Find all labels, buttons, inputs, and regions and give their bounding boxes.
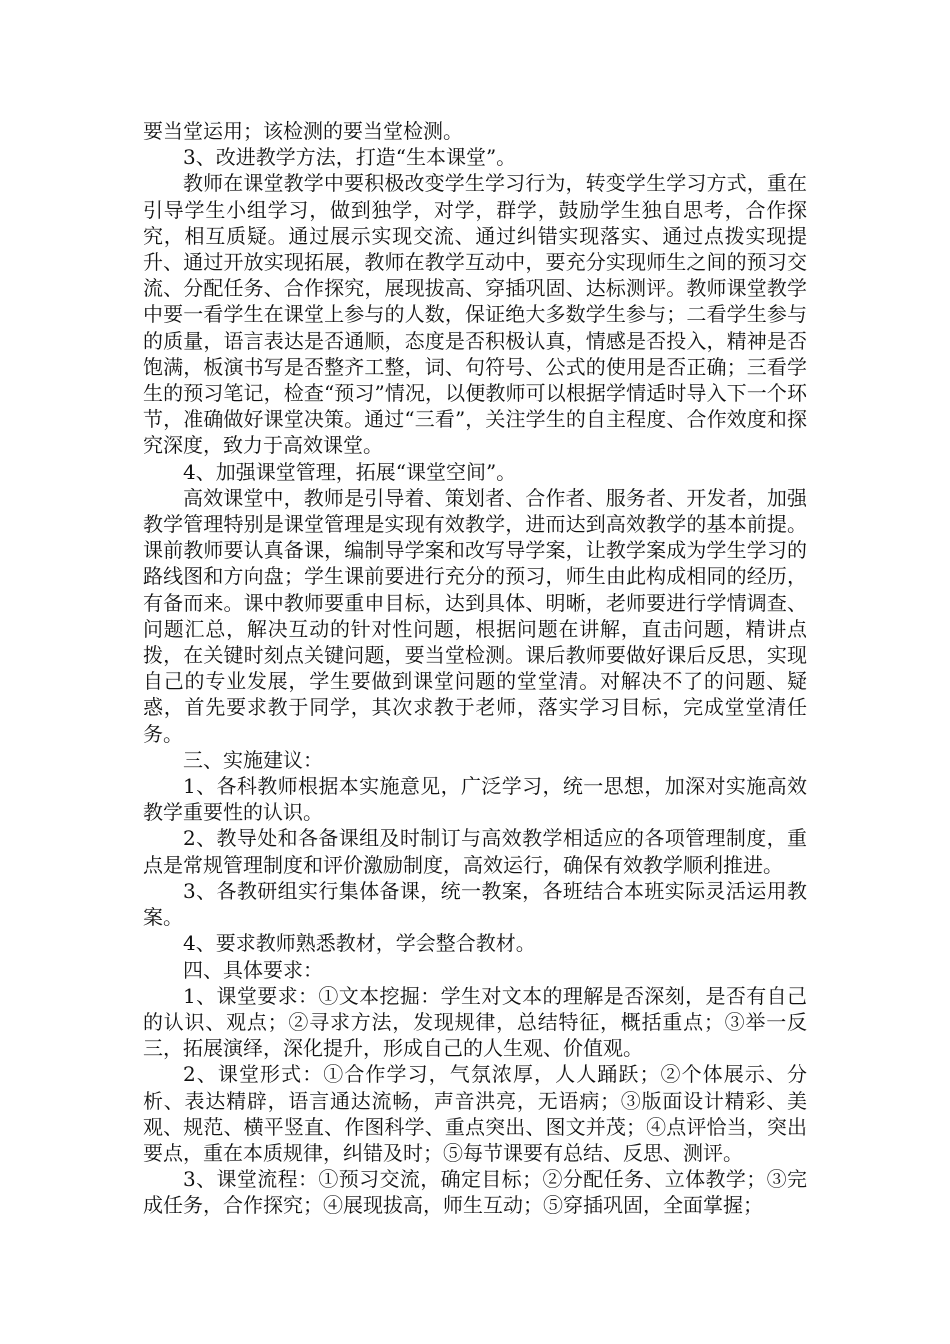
suggestion-item-3: 3、各教研组实行集体备课，统一教案，各班结合本班实际灵活运用教案。 xyxy=(143,878,807,930)
heading-improve-teaching-methods: 3、改进教学方法，打造“生本课堂”。 xyxy=(183,145,517,170)
paragraph-continuation: 要当堂运用；该检测的要当堂检测。 xyxy=(143,119,463,143)
suggestion-item-4: 4、要求教师熟悉教材，学会整合教材。 xyxy=(183,931,536,956)
paragraph-classroom-management: 高效课堂中，教师是引导着、策划者、合作者、服务者、开发者，加强教学管理特别是课堂管理是实现有效教学，进而达到高效教学的基本前提。课前教师要认真备课，编制导学案和改写导学案，让教学案成为学生学习的路线图和方向盘；学生课前要进行充分的预习，师生由此构成相同的经历，有备而来。课中教师要重申目标，达到具体、明晰，老师要进行学情调查、问题汇总，解决互动的针对性问题，根据问题在讲解，直击问题，精讲点拨，在关键时刻点关键问题，要当堂检测。课后教师要做好课后反思，实现自己的专业发展，学生要做到课堂问题的堂堂清。对解决不了的问题、疑惑，首先要求教于同学，其次求教于老师，落实学习目标，完成堂堂清任务。 xyxy=(143,485,807,746)
suggestion-item-1: 1、各科教师根据本实施意见，广泛学习，统一思想，加深对实施高效教学重要性的认识。 xyxy=(143,774,807,825)
heading-implementation-suggestions: 三、实施建议： xyxy=(183,747,323,772)
requirement-item-3: 3、课堂流程：①预习交流，确定目标；②分配任务、立体教学；③完成任务，合作探究；④展现拔高，师生互动；⑤穿插巩固，全面掌握； xyxy=(143,1167,807,1218)
heading-specific-requirements: 四、具体要求： xyxy=(183,957,323,982)
requirement-item-1: 1、课堂要求：①文本挖掘：学生对文本的理解是否深刻，是否有自己的认识、观点；②寻求方法，发现规律，总结特征，概括重点；③举一反三，拓展演绎，深化提升，形成自己的人生观、价值观。 xyxy=(143,983,807,1061)
suggestion-item-2: 2、教导处和各备课组及时制订与高效教学相适应的各项管理制度，重点是常规管理制度和评价激励制度，高效运行，确保有效教学顺利推进。 xyxy=(143,826,807,877)
paragraph-teaching-methods: 教师在课堂教学中要积极改变学生学习行为，转变学生学习方式，重在引导学生小组学习，做到独学，对学，群学，鼓励学生独自思考，合作探究，相互质疑。通过展示实现交流、通过纠错实现落实、通过点拨实现提升、通过开放实现拓展，教师在教学互动中，要充分实现师生之间的预习交流、分配任务、合作探究，展现拔高、穿插巩固、达标测评。教师课堂教学中要一看学生在课堂上参与的人数，保证绝大多数学生参与；二看学生参与的质量，语言表达是否通顺，态度是否积极认真，情感是否投入，精神是否饱满，板演书写是否整齐工整，词、句符号、公式的使用是否正确；三看学生的预习笔记，检查“预习”情况，以便教师可以根据学情适时导入下一个环节，准确做好课堂决策。通过“三看”，关注学生的自主程度、合作效度和探究深度，致力于高效课堂。 xyxy=(143,171,807,458)
heading-classroom-management: 4、加强课堂管理，拓展“课堂空间”。 xyxy=(183,459,517,484)
document-body xyxy=(143,118,807,1219)
requirement-item-2: 2、课堂形式：①合作学习，气氛浓厚，人人踊跃；②个体展示、分析、表达精辟，语言通达流畅，声音洪亮，无语病；③版面设计精彩、美观、规范、横平竖直、作图科学、重点突出、图文并茂；④点评恰当，突出要点，重在本质规律，纠错及时；⑤每节课要有总结、反思、测评。 xyxy=(143,1062,807,1165)
